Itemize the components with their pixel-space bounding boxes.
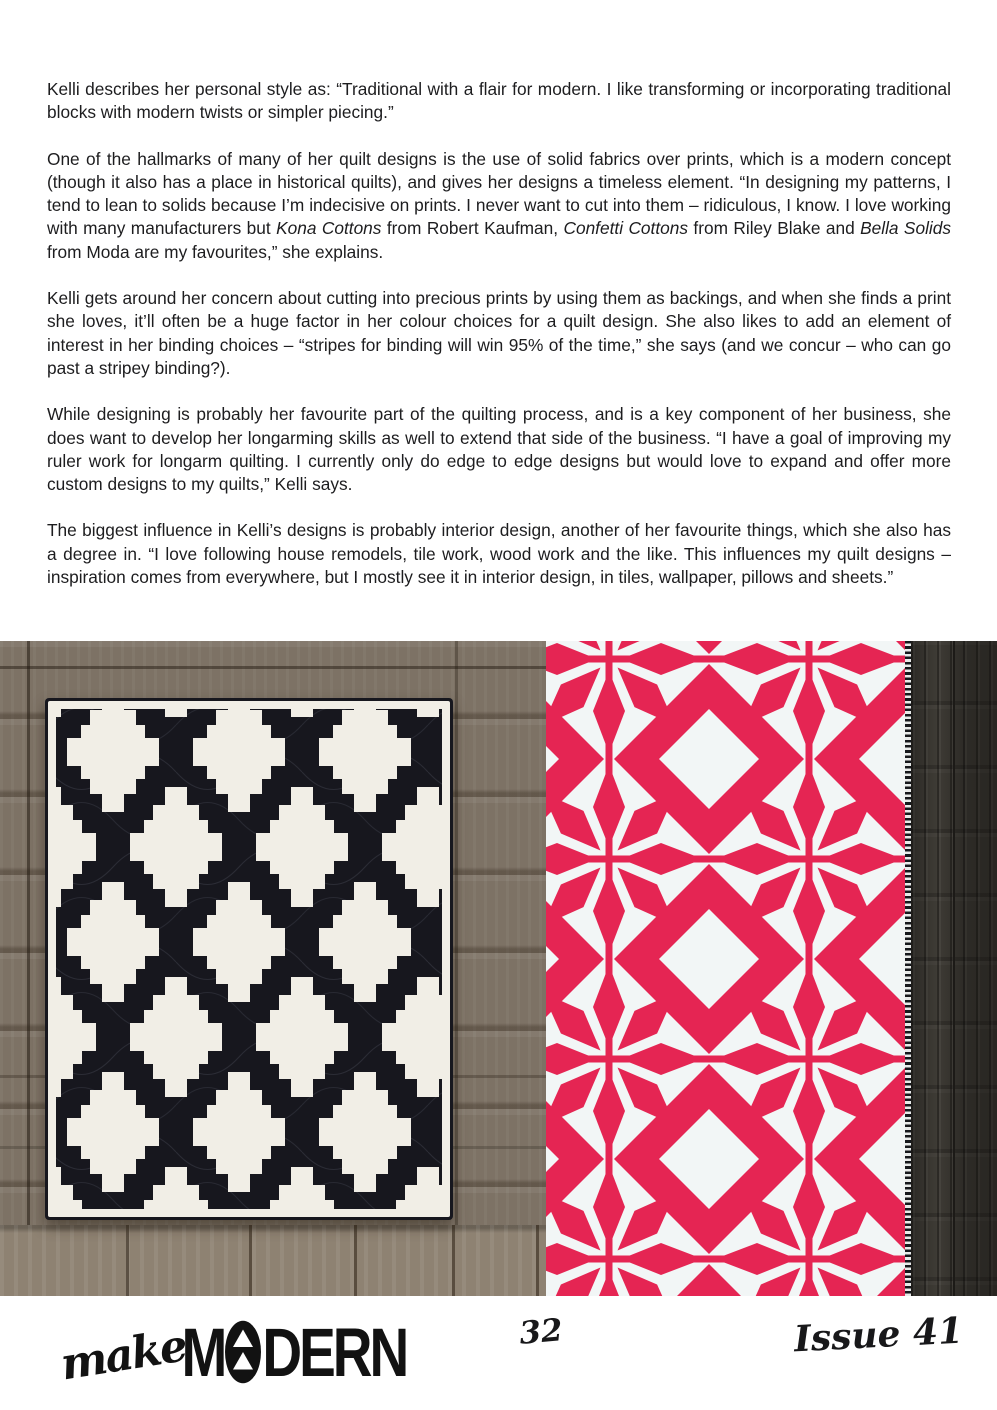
page-number: 32 [517,1312,565,1352]
red-star-quilt [546,641,905,1296]
article-text-block [47,78,951,612]
logo-modern-caps [182,1312,407,1392]
logo-make-script: make [57,1319,190,1390]
paragraph-1: Kelli describes her personal style as: “Traditional with a flair for modern. I like transforming or incorporating traditional blocks with modern twists or simpler piecing.” [47,79,951,123]
paragraph-4: While designing is probably her favourite part of the quilting process, and is a key component of her business, she does want to develop her longarming skills as well to extend that side of the business. “I have a goal of improving my ruler work for longarm quilting. I currently only do edge to edge designs but would love to expand and offer more custom designs to my quilts,” Kelli says. [47,404,951,495]
wood-seam [455,641,458,1296]
photo-black-white-quilt [0,641,546,1296]
fabric-name-bella: Bella Solids [860,218,951,239]
wood-seam [27,641,30,1296]
photo-red-star-quilt [546,641,997,1296]
paragraph-3: Kelli gets around her concern about cutting into precious prints by using them as backings, and when she finds a print she loves, it’ll often be a huge factor in her colour choices for a quilt design. She also likes to add an element of interest in her binding choices – “stripes for binding will win 95% of the time,” she says (and we concur – who can go past a stripey binding?). [47,288,951,378]
dark-wood-background [911,641,997,1296]
logo-letters-dern: DERN [262,1313,407,1391]
wood-crack [953,641,955,1296]
paragraph-2-text: One of the hallmarks of many of her quilt designs is the use of solid fabrics over prints, which is a modern concept (though it also has a place in historical quilts), and gives her designs a timeless element. “In designing my patterns, I tend to lean to solids because I’m indecisive on prints. I never want to cut into them – ridiculous, I know. I love working with many manufacturers but [47,148,951,239]
fabric-name-kona: Kona Cottons [276,218,382,239]
photo-collage [0,641,997,1296]
fabric-name-confetti: Confetti Cottons [563,218,689,239]
issue-label: Issue 41 [792,1309,964,1361]
wood-planks-bottom [0,1225,546,1296]
logo-o-triangle-icon [223,1318,263,1386]
black-white-cross-quilt [45,698,453,1220]
page-footer [0,1296,997,1410]
make-modern-logo [57,1310,407,1394]
logo-letter-m: M [181,1313,225,1391]
paragraph-2: One of the hallmarks of many of her quilt designs is the use of solid fabrics over prints, which is a modern concept (though it also has a place in historical quilts), and gives her designs a timeless element. “In designing my patterns, I tend to lean to solids because I’m indecisive on prints. I never want to cut into them – ridiculous, I know. I love working with many manufacturers but Kona Cottons from Robert Kaufman, Confetti Cottons from Riley Blake and Bella Solids from Moda are my favourites,” she explains. [47,148,951,262]
wood-seam [0,666,546,669]
paragraph-5: The biggest influence in Kelli’s designs is probably interior design, another of her favourite things, which she also has a degree in. “I love following house remodels, tile work, wood work and the like. This influences my quilt designs – inspiration comes from everywhere, but I mostly see it in interior design, in tiles, wallpaper, pillows and sheets.” [47,520,951,588]
